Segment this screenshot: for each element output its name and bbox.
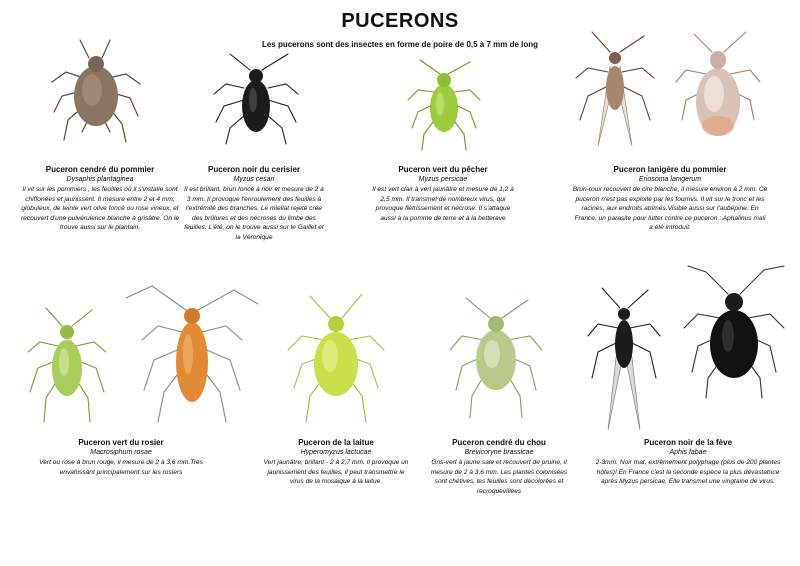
species-name: Puceron cendré du pommier (45, 165, 155, 174)
species-latin-name: Aphis fabae (669, 449, 707, 456)
species-latin-name: Brevicoryne brassicae (464, 449, 534, 456)
species-latin-name: Macrosiphum rosae (90, 449, 152, 456)
species-description: Il vit sur les pommiers , les feuilles où il s'installe sont chiffonées et jaunissent. Il mesure entre 2 et 4 mm, globuleux, de teinte vert olive foncé ou rose vineux, et recouvert d'une pulvérulence blanche à grisâtre. On le trouve aussi sur le plantain. (20, 186, 180, 232)
species-latin-name: Dysaphis plantaginea (66, 176, 134, 183)
aphid-illustration-rosier-orange (122, 282, 262, 426)
species-name: Puceron noir de la fève (643, 438, 733, 447)
species-latin-name: Hyperomyzus lactucae (300, 449, 372, 456)
species-name: Puceron lanigère du pommier (613, 165, 727, 174)
species-description: Gris-vert à jaune sale et recouvert de pruine, il mesure de 2 à 3,6 mm. Les plantes colonisées sont chétives, les feuilles sont décolorées et recroquevillées (430, 459, 568, 495)
aphid-illustration-vert-pecher (404, 56, 484, 152)
aphid-illustration-vert-rosier (26, 306, 108, 426)
species-name: Puceron de la laitue (298, 438, 374, 447)
aphid-illustration-cendre-chou (446, 292, 546, 420)
species-description: 2-3mm. Noir mat, extrêmement polyphage (plus de 200 plantes hôtes)! En France c'est la seconde espèce la plus dévastatrice après Myzus persicae. Elle transmet une vingtaine de virus. (595, 459, 781, 486)
species-latin-name: Myzus cesari (233, 176, 275, 183)
species-card-noir-cerisier (182, 165, 326, 243)
species-latin-name: Eriosoma lanigerum (638, 176, 702, 183)
species-card-laitue (260, 438, 412, 487)
species-name: Puceron vert du pêcher (398, 165, 488, 174)
page-title: PUCERONS (341, 10, 459, 32)
aphid-illustration-lanigere-winged (574, 30, 656, 152)
species-description: Il est brillant, brun foncé à noir et mesure de 2 à 3 mm. Il provoque l'enroulement des feuilles à l'extrémité des branches. Le miellat rejeté crée des brûlures et des nécroses du limbe des feuilles. L'été, on le trouve aussi sur le Gaillet et la Véronique (184, 186, 324, 241)
species-card-noir-feve (590, 438, 786, 487)
species-description: Il est vert clair à vert jaunâtre et mesure de 1,2 à 2,5 mm. Il transmet de nombreux virus, qui provoque flétrissement et nécrose. Il s'attaque aussi à la pomme de terre et à la betterave (372, 186, 514, 222)
species-card-cendre-chou (424, 438, 574, 496)
species-latin-name: Myzus persicae (418, 176, 468, 183)
aphid-illustration-noir-feve-wingless (680, 264, 788, 400)
species-description: Vert jaunâtre, brillant - 2 à 2,7 mm. Il provoque un jaunissement des feuilles, il peut transmettre le virus de la mosaique à la laitue. (263, 459, 409, 486)
species-card-cendre-pommier (20, 165, 180, 233)
aphid-illustration-lanigere-wingless (672, 30, 764, 152)
species-description: Brun-roux recouvert de cire blanche, il mesure environ à 2 mm. Ce puceron n'est pas exploité par les fourmis. Il vit sur le tronc et les racines, aux endroits abîmés.Visible aussi sur l'aubépine. En France, un parasite pour lutter contre ce puceron : Aphalinus mali a été introduit. (572, 186, 768, 232)
species-name: Puceron cendré du chou (452, 438, 546, 447)
aphid-illustration-noir-feve-winged (586, 286, 662, 434)
species-card-lanigere-pommier (572, 165, 768, 233)
species-description: Vert ou rose à brun rouge, il mesure de 2 à 3,6 mm.Tres envahissant principalement sur les rosiers (39, 459, 203, 476)
species-card-vert-rosier (26, 438, 216, 477)
species-name: Puceron noir du cerisier (207, 165, 301, 174)
page-subtitle: Les pucerons sont des insectes en forme de poire de 0,5 à 7 mm de long (261, 40, 539, 49)
aphid-illustration-cendre-pommier (42, 36, 150, 148)
aphid-illustration-laitue (284, 292, 388, 426)
species-card-vert-pecher (370, 165, 516, 223)
aphid-illustration-noir-cerisier (208, 52, 304, 148)
species-name: Puceron vert du rosier (78, 438, 164, 447)
